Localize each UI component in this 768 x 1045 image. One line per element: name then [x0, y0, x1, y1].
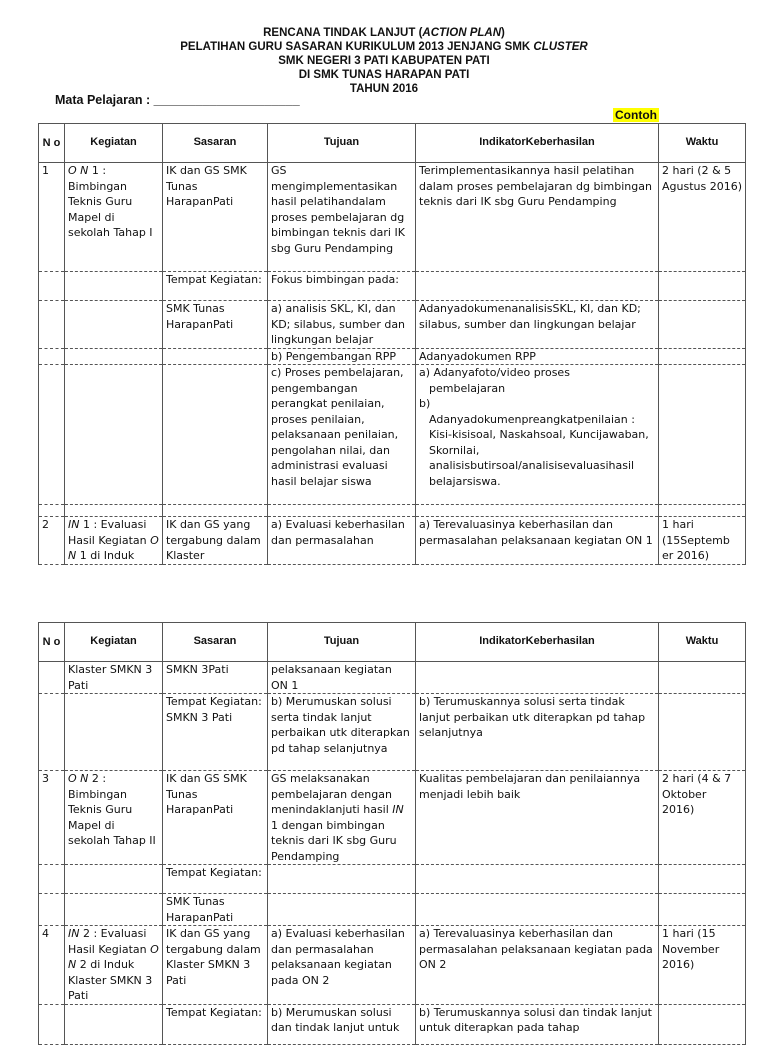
col-kegiatan-header: Kegiatan — [65, 623, 163, 662]
cell-waktu: 2 hari (4 & 7 Oktober 2016) — [659, 771, 746, 865]
table-row — [39, 505, 746, 517]
title-line-1: RENCANA TINDAK LANJUT (ACTION PLAN) — [263, 27, 505, 39]
cell-indikator: Kualitas pembelajaran dan penilaiannya menjadi lebih baik — [416, 771, 659, 865]
cell-tujuan: a) analisis SKL, KI, dan KD; silabus, sumber dan lingkungan belajar — [268, 301, 416, 349]
cell-indikator: AdanyadokumenanalisisSKL, KI, dan KD; silabus, sumber dan lingkungan belajar — [416, 301, 659, 349]
cell-indikator: a) Terevaluasinya keberhasilan dan permasalahan pelaksanaan kegiatan pada ON 2 — [416, 926, 659, 1005]
table-row — [39, 926, 746, 1005]
cell-tujuan: GS melaksanakan pembelajaran dengan menindaklanjuti hasil IN 1 dengan bimbingan teknis dari IK sbg Guru Pendamping — [268, 771, 416, 865]
mata-pelajaran-label: Mata Pelajaran : _____________________ — [55, 93, 300, 107]
table-row — [39, 163, 746, 272]
title-line-3: SMK NEGERI 3 PATI KABUPATEN PATI — [278, 55, 490, 67]
table-row — [39, 301, 746, 349]
cell-kegiatan: O N 1 : Bimbingan Teknis Guru Mapel di sekolah Tahap I — [65, 163, 163, 272]
cell-tujuan: GS mengimplementasikan hasil pelatihandalam proses pembelajaran dg bimbingan teknis dari IK sbg Guru Pendamping — [268, 163, 416, 272]
table-row — [39, 365, 746, 505]
cell-indikator: b) Terumuskannya solusi serta tindak lanjut perbaikan utk diterapkan pd tahap selanjutnya — [416, 694, 659, 771]
cell-no: 3 — [39, 771, 65, 865]
cell-sasaran: Tempat Kegiatan: SMKN 3 Pati — [163, 694, 268, 771]
cell-sasaran: SMK Tunas HarapanPati — [163, 301, 268, 349]
cell-sasaran: Tempat Kegiatan: — [163, 1004, 268, 1044]
cell-sasaran: IK dan GS SMK Tunas HarapanPati — [163, 771, 268, 865]
table-row — [39, 771, 746, 865]
cell-indikator: a) Adanyafoto/video proses pembelajaran b) Adanyadokumenpreangkatpenilaian : Kisi-kisisoal, Naskahsoal, Kuncijawaban, Skornilai, analisisbutirsoal/analisisevaluasihasil belajarsiswa. — [416, 365, 659, 505]
cell-no: 4 — [39, 926, 65, 1005]
cell-tujuan: a) Evaluasi keberhasilan dan permasalahan — [268, 517, 416, 565]
col-no-header: N o — [39, 124, 65, 163]
cell-indikator: a) Terevaluasinya keberhasilan dan permasalahan pelaksanaan kegiatan ON 1 — [416, 517, 659, 565]
cell-indikator: Adanyadokumen RPP — [416, 348, 659, 365]
cell-tujuan: c) Proses pembelajaran, pengembangan perangkat penilaian, proses penilaian, pelaksanaan penilaian, pengolahan nilai, dan administrasi evaluasi hasil belajar siswa — [268, 365, 416, 505]
cell-tujuan: b) Merumuskan solusi dan tindak lanjut untuk — [268, 1004, 416, 1044]
col-sasaran-header: Sasaran — [163, 124, 268, 163]
table-row — [39, 517, 746, 565]
action-plan-table-1 — [38, 123, 746, 565]
cell-waktu: 1 hari (15Septemb er 2016) — [659, 517, 746, 565]
cell-kegiatan: Klaster SMKN 3 Pati — [65, 662, 163, 694]
table-header-row — [39, 623, 746, 662]
cell-sasaran: SMKN 3Pati — [163, 662, 268, 694]
table-row — [39, 1004, 746, 1044]
cell-waktu: 1 hari (15 November 2016) — [659, 926, 746, 1005]
table-row — [39, 865, 746, 894]
col-indikator-header: IndikatorKeberhasilan — [416, 124, 659, 163]
col-tujuan-header: Tujuan — [268, 623, 416, 662]
table-header-row — [39, 124, 746, 163]
cell-sasaran: IK dan GS yang tergabung dalam Klaster SMKN 3 Pati — [163, 926, 268, 1005]
title-line-2: PELATIHAN GURU SASARAN KURIKULUM 2013 JENJANG SMK CLUSTER — [180, 41, 588, 53]
cell-kegiatan: IN 2 : Evaluasi Hasil Kegiatan O N 2 di Induk Klaster SMKN 3 Pati — [65, 926, 163, 1005]
cell-indikator: b) Terumuskannya solusi dan tindak lanjut untuk diterapkan pada tahap — [416, 1004, 659, 1044]
cell-sasaran: SMK Tunas HarapanPati — [163, 894, 268, 926]
col-no-header: N o — [39, 623, 65, 662]
col-sasaran-header: Sasaran — [163, 623, 268, 662]
table-row — [39, 662, 746, 694]
col-indikator-header: IndikatorKeberhasilan — [416, 623, 659, 662]
contoh-badge: Contoh — [615, 108, 657, 122]
cell-tujuan: a) Evaluasi keberhasilan dan permasalahan pelaksanaan kegiatan pada ON 2 — [268, 926, 416, 1005]
cell-tujuan: b) Pengembangan RPP — [268, 348, 416, 365]
cell-tujuan: pelaksanaan kegiatan ON 1 — [268, 662, 416, 694]
cell-tujuan: b) Merumuskan solusi serta tindak lanjut perbaikan utk diterapkan pd tahap selanjutnya — [268, 694, 416, 771]
col-tujuan-header: Tujuan — [268, 124, 416, 163]
cell-indikator: Terimplementasikannya hasil pelatihan dalam proses pembelajaran dg bimbingan teknis dari IK sbg Guru Pendamping — [416, 163, 659, 272]
cell-waktu: 2 hari (2 & 5 Agustus 2016) — [659, 163, 746, 272]
col-waktu-header: Waktu — [659, 623, 746, 662]
title-line-4: DI SMK TUNAS HARAPAN PATI — [298, 69, 470, 81]
table-row — [39, 694, 746, 771]
action-plan-table-2 — [38, 622, 746, 1045]
title-line-5: TAHUN 2016 — [349, 83, 419, 95]
cell-sasaran: IK dan GS yang tergabung dalam Klaster — [163, 517, 268, 565]
document-header — [0, 26, 768, 96]
col-waktu-header: Waktu — [659, 124, 746, 163]
cell-tujuan: Fokus bimbingan pada: — [268, 272, 416, 301]
cell-kegiatan: IN 1 : Evaluasi Hasil Kegiatan O N 1 di Induk — [65, 517, 163, 565]
cell-kegiatan: O N 2 : Bimbingan Teknis Guru Mapel di sekolah Tahap II — [65, 771, 163, 865]
table-row — [39, 272, 746, 301]
cell-sasaran: Tempat Kegiatan: — [163, 272, 268, 301]
cell-sasaran: Tempat Kegiatan: — [163, 865, 268, 894]
cell-no: 2 — [39, 517, 65, 565]
cell-sasaran: IK dan GS SMK Tunas HarapanPati — [163, 163, 268, 272]
table-row — [39, 894, 746, 926]
table-row — [39, 348, 746, 365]
col-kegiatan-header: Kegiatan — [65, 124, 163, 163]
cell-no: 1 — [39, 163, 65, 272]
